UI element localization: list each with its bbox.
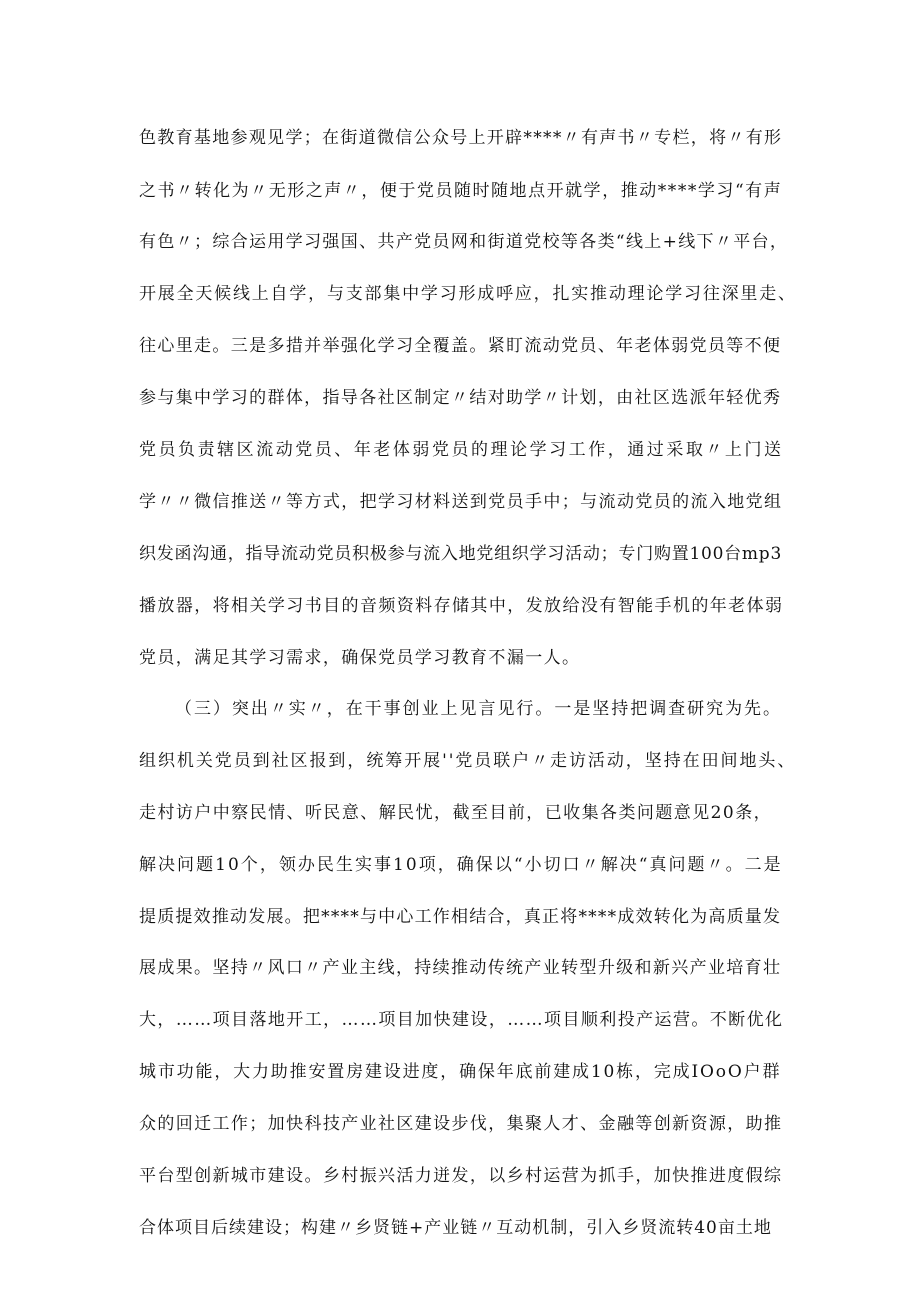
text-line: 解决问题10个，领办民生实事10项，确保以“小切口〃解决“真问题〃。二是 [139,855,783,875]
text-line: 党员，满足其学习需求，确保党员学习教育不漏一人。 [139,648,581,668]
text-line: 走村访户中察民情、听民意、解民忧，截至目前，已收集各类问题意见20条， [139,803,773,823]
text-line: 合体项目后续建设；构建〃乡贤链+产业链〃互动机制，引入乡贤流转40亩土地 [139,1218,772,1238]
text-line: 色教育基地参观见学；在街道微信公众号上开辟****〃有声书〃专栏，将〃有形 [139,128,783,148]
text-line: 有色〃；综合运用学习强国、共产党员网和街道党校等各类“线上+线下〃平台， [139,232,789,252]
text-line: 播放器，将相关学习书目的音频资料存储其中，发放给没有智能手机的年老体弱 [139,596,784,616]
text-line: 之书〃转化为〃无形之声〃，便于党员随时随地点开就学，推动****学习“有声 [139,181,783,201]
text-line: 城市功能，大力助推安置房建设进度，确保年底前建成10栋，完成IOoO户群 [139,1062,782,1082]
text-line: 党员负责辖区流动党员、年老体弱党员的理论学习工作，通过采取〃上门送 [139,440,784,460]
section-heading-line: （三）突出〃实〃，在干事创业上见言见行。一是坚持把调查研究为先。 [175,699,782,719]
text-line: 参与集中学习的群体，指导各社区制定〃结对助学〃计划，由社区选派年轻优秀 [139,388,782,408]
text-line: 织发函沟通，指导流动党员积极参与流入地党组织学习活动；专门购置100台mp3 [139,544,783,564]
text-line: 开展全天候线上自学，与支部集中学习形成呼应，扎实推动理论学习往深里走、 [139,284,797,304]
text-line: 平台型创新城市建设。乡村振兴活力迸发，以乡村运营为抓手，加快推进度假综 [139,1166,783,1186]
text-line: 众的回迁工作；加快科技产业社区建设步伐，集聚人才、金融等创新资源，助推 [139,1114,783,1134]
text-line: 往心里走。三是多措并举强化学习全覆盖。紧盯流动党员、年老体弱党员等不便 [139,336,782,356]
text-line: 展成果。坚持〃风口〃产业主线，持续推动传统产业转型升级和新兴产业培育壮 [139,958,782,978]
text-line: 大，……项目落地开工，……项目加快建设，……项目顺利投产运营。不断优化 [139,1010,784,1030]
text-line: 学〃〃微信推送〃等方式，把学习材料送到党员手中；与流动党员的流入地党组 [139,492,783,512]
text-line: 组织机关党员到社区报到，统筹开展''党员联户〃走访活动，坚持在田间地头、 [139,751,797,771]
text-line: 提质提效推动发展。把****与中心工作相结合，真正将****成效转化为高质量发 [139,907,782,927]
